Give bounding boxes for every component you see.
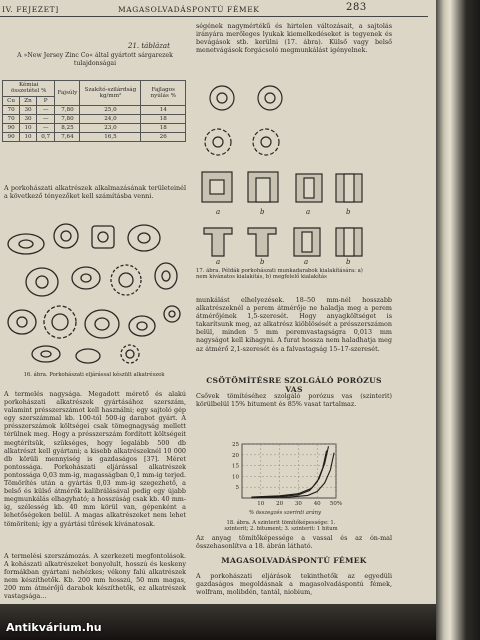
- table-cell: 14: [141, 106, 186, 115]
- x-tick-label: 50%: [329, 501, 342, 507]
- fig18-caption: 18. ábra. A szinterit tömítőképessége: 1. szinterit; 2. bitument; 3. szinterit: 1 bitum: [224, 520, 338, 533]
- x-tick-label: 20: [276, 501, 284, 507]
- fig-letter: b: [260, 208, 265, 216]
- table-cell: 18: [141, 115, 186, 124]
- x-tick-label: 40: [313, 501, 321, 507]
- table-cell: 18: [141, 124, 186, 133]
- x-tick-label: 10: [257, 501, 265, 507]
- fig-letter: a: [304, 258, 309, 266]
- table-cell: 24,0: [80, 115, 141, 124]
- table-header-strength: Szakító-szilárdság kg/mm²: [80, 81, 141, 106]
- watermark: Antikvárium.hu: [6, 621, 102, 634]
- y-tick-label: 5: [235, 485, 239, 492]
- table-title: A »New Jersey Zinc Co« által gyártott sárgarezek tulajdonságai: [17, 52, 173, 67]
- section-heading-porous-iron: CSÖTÖMÍTÉSRE SZOLGÁLÓ PORÓZUS VAS: [206, 376, 382, 394]
- table-cell: —: [36, 106, 55, 115]
- chart-series-line-1: [251, 446, 328, 497]
- table-row: [3, 133, 186, 142]
- page-number: 283: [346, 2, 367, 13]
- chart-xlabel: % összegzés szerinti arány: [248, 510, 322, 516]
- y-tick-label: 10: [232, 474, 239, 481]
- right-paragraph-1: ségének nagymértékű és hirtelen változásait, a sajtolás irányára merőleges lyukak kiemelkedéseket is tegyenek és bevágások stb. kerülni (17. ábra). Külső vagy belső menetvágások forgácsoló megmunkálást igényelnek.: [196, 22, 392, 55]
- left-paragraph-1: A porkohászati alkatrészek alkalmazásának területeinél a következő tényezőket kell számításba venni.: [4, 184, 186, 201]
- alloy-table: [2, 80, 186, 142]
- table-header-cu: Cu: [3, 96, 20, 105]
- fig17-caption: 17. ábra. Példák porkohászati munkadarabok kialakítására: a) nem kívánatos kialakítás, b) megfelelő kialakítás: [196, 268, 363, 281]
- table-header-composition: Kémiai összetétel %: [3, 81, 55, 97]
- book-spine: [436, 0, 480, 640]
- table-cell: 26: [141, 133, 186, 142]
- table-cell: 70: [3, 106, 20, 115]
- table-cell: 7,80: [55, 115, 80, 124]
- table-row: [3, 115, 186, 124]
- chart-series-line-3: [251, 453, 334, 498]
- running-header: [0, 2, 436, 16]
- table-header-p: P: [36, 96, 55, 105]
- table-row: [3, 106, 186, 115]
- header-rule: [0, 16, 428, 17]
- chart-series: [251, 446, 334, 498]
- chart-series-line-2: [251, 451, 326, 498]
- section-heading-refractory-metals: MAGASOLVADÁSPONTÚ FÉMEK: [221, 556, 367, 565]
- table-cell: 23,0: [80, 124, 141, 133]
- table-cell: 25,0: [80, 106, 141, 115]
- table-cell: 16,5: [80, 133, 141, 142]
- sintered-parts-figure: [2, 218, 184, 368]
- table-cell: 30: [20, 115, 37, 124]
- table-cell: 8,25: [55, 124, 80, 133]
- running-title: MAGASOLVADÁSPONTÚ FÉMEK: [118, 5, 260, 14]
- fig-letter: b: [346, 208, 351, 216]
- table-cell: 7,80: [55, 106, 80, 115]
- right-paragraph-3: Csővek tömítéséhez szolgáló porózus vas (szinterit) körülbelül 15% bitument és 85% vasat tartalmaz.: [196, 392, 392, 409]
- table-header-density: Fajsúly: [55, 81, 80, 106]
- workpiece-design-figure: [196, 80, 370, 266]
- table-cell: 30: [20, 106, 37, 115]
- table-header-elongation: Fajlagos nyúlás %: [141, 81, 186, 106]
- table-cell: 90: [3, 133, 20, 142]
- left-paragraph-2: A termelés nagysága. Megadott mérető és alakú porkohászati alkatrészek gyártásához szerszám, valamint présszerszámot kell használni; egy sajtoló gép egy szerszámmal kb. 100-tól 500-ig darabot gyárt. A présszerszámok költségei csak tömegnagyság mellett térülnek meg. Hogy a présszerszám fordított költségeit megtérítsük, szükséges, hogy legalább 500 db alkatrészt kell gyártani; a kisebb alkatrészeknél 10 000 db körüli mennyiség is gazdaságos [37]. Méret pontossága. Porkohászati eljárással alkatrészek pontossága 0,03 mm-ig, magasságban 0,1 mm-ig terjed. Tömörítés után a gyártás 0,03 mm-ig szegezhető, a belső és külső átmérők kalibrálásával pedig egy újabb megmunkálás elhagyható; a hosszúság csak kb. 40 mm-ig, szélesség kb. 40 mm körül van, gépenként a lehetőségeken belül. A magas alkatrészeket nem lehet tömöríteni; így a gyártási tűrések kívánatosak.: [4, 390, 186, 528]
- fig-letter: a: [216, 208, 221, 216]
- left-paragraph-3: A termelési szerszámozás. A szerkezeti megfontolások. A kohászati alkatrészeket bonyolult, hosszú és keskeny formákban gyártani nehézkes; vékony falú alkatrészek nem készíthetők. Kb. 200 mm hosszú, 50 mm magas, 200 mm átmérőjű darabok készíthetők, ez alkatrészek vastagsága…: [4, 552, 186, 601]
- table-number: 21. táblázat: [128, 42, 170, 50]
- table-cell: 10: [20, 133, 37, 142]
- fig-letter: b: [260, 258, 265, 266]
- fig16-caption: 16. ábra. Porkohászati eljárással készült alkatrészek: [23, 372, 165, 378]
- y-tick-label: 20: [232, 452, 239, 459]
- table-header-zn: Zn: [20, 96, 37, 105]
- y-tick-label: 25: [232, 442, 239, 448]
- table-cell: 90: [3, 124, 20, 133]
- table-cell: 7,64: [55, 133, 80, 142]
- table-row: [3, 124, 186, 133]
- fig-letter: a: [306, 208, 311, 216]
- fig-letter: b: [346, 258, 351, 266]
- right-paragraph-4: Az anyag tömítőképessége a vassal és az ón-mal összehasonlítva a 18. ábrán látható.: [196, 534, 392, 551]
- table-cell: —: [36, 124, 55, 133]
- fig-letter: a: [216, 258, 221, 266]
- table-cell: 10: [20, 124, 37, 133]
- y-tick-label: 15: [232, 463, 239, 470]
- sealing-chart: [224, 438, 342, 508]
- right-paragraph-2: munkálást elhelyezések. 18–50 mm-nél hosszabb alkatrészeknél a perem átmérője ne haladja meg a perem átmérőjének 1,5-szeresét. Hogy anyagköltséget is takarítsunk meg, az alkatrész kiöblösését a présszerszámon belül, minden 5 mm peremvastagságra 0,013 mm nagyságot kell kihagyni. A furat hossza nem haladhatja meg az átmérő 2,1-szeresét és a falvastagság 15–17-szeresét.: [196, 296, 392, 353]
- x-tick-label: 30: [294, 501, 302, 507]
- table-cell: 70: [3, 115, 20, 124]
- table-cell: —: [36, 115, 55, 124]
- right-paragraph-5: A porkohászati eljárások tekinthetők az egyedüli gazdaságos megoldásnak a magasolvadáspontú fémek, wolfram, molibdén, tantál, niobium,: [196, 572, 392, 597]
- chapter-label: IV. FEJEZET]: [2, 5, 59, 14]
- table-cell: 0,7: [36, 133, 55, 142]
